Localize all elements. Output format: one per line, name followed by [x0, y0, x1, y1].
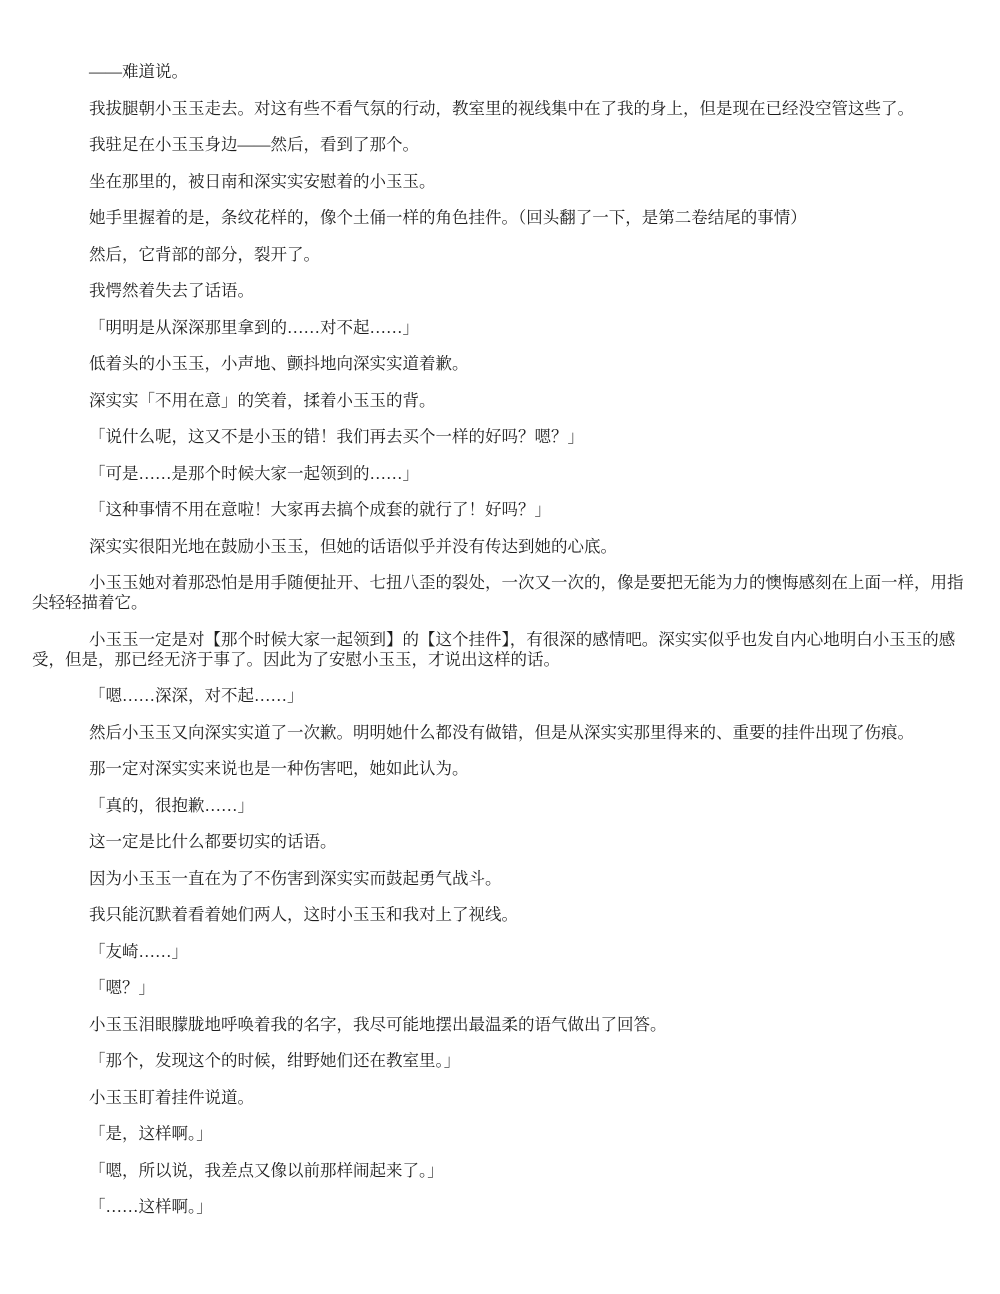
- paragraph: 这一定是比什么都要切实的话语。: [89, 832, 337, 851]
- paragraph: 低着头的小玉玉，小声地、颤抖地向深实实道着歉。: [89, 354, 469, 373]
- paragraph-dialogue: 「是，这样啊。」: [89, 1124, 213, 1143]
- paragraph: ——难道说。: [89, 62, 188, 81]
- paragraph: 深实实很阳光地在鼓励小玉玉，但她的话语似乎并没有传达到她的心底。: [89, 536, 617, 556]
- paragraph: 深实实「不用在意」的笑着，揉着小玉玉的背。: [89, 390, 436, 410]
- paragraph-dialogue: 「这种事情不用在意啦！大家再去搞个成套的就行了！好吗？」: [89, 500, 551, 519]
- paragraph-dialogue: 「……这样啊。」: [89, 1197, 213, 1216]
- paragraph-dialogue: 「可是……是那个时候大家一起领到的……」: [89, 463, 419, 483]
- paragraph: 小玉玉泪眼朦胧地呼唤着我的名字，我尽可能地摆出最温柔的语气做出了回答。: [89, 1014, 667, 1034]
- paragraph-dialogue: 「说什么呢，这又不是小玉的错！我们再去买个一样的好吗？嗯？」: [89, 427, 584, 446]
- paragraph: 然后，它背部的部分，裂开了。: [89, 244, 320, 264]
- paragraph: 因为小玉玉一直在为了不伤害到深实实而鼓起勇气战斗。: [89, 868, 502, 888]
- paragraph: 小玉玉盯着挂件说道。: [89, 1087, 254, 1107]
- paragraph: 我只能沉默着看着她们两人，这时小玉玉和我对上了视线。: [89, 905, 518, 924]
- paragraph: 那一定对深实实来说也是一种伤害吧，她如此认为。: [89, 759, 469, 778]
- paragraph-dialogue: 「友崎……」: [89, 941, 188, 961]
- paragraph: 然后小玉玉又向深实实道了一次歉。明明她什么都没有做错，但是从深实实那里得来的、重要的挂件出现了伤痕。: [89, 722, 914, 742]
- paragraph: 她手里握着的是，条纹花样的，像个土俑一样的角色挂件。（回头翻了一下，是第二卷结尾的事情）: [89, 208, 807, 227]
- paragraph: 我驻足在小玉玉身边——然后，看到了那个。: [89, 135, 419, 154]
- paragraph-dialogue: 「明明是从深深那里拿到的……对不起……」: [89, 317, 419, 337]
- paragraph: 小玉玉她对着那恐怕是用手随便扯开、七扭八歪的裂处，一次又一次的，像是要把无能为力的懊悔感刻在上面一样，用指尖轻轻描着它。: [32, 573, 964, 612]
- paragraph-dialogue: 「嗯……深深，对不起……」: [89, 686, 304, 705]
- paragraph: 小玉玉一定是对【那个时候大家一起领到】的【这个挂件】，有很深的感情吧。深实实似乎也发自内心地明白小玉玉的感受，但是，那已经无济于事了。因此为了安慰小玉玉，才说出这样的话。: [32, 629, 956, 669]
- paragraph-dialogue: 「那个，发现这个的时候，绀野她们还在教室里。」: [89, 1051, 461, 1070]
- paragraph: 我拔腿朝小玉玉走去。对这有些不看气氛的行动，教室里的视线集中在了我的身上，但是现在已经没空管这些了。: [89, 98, 914, 118]
- paragraph-dialogue: 「真的，很抱歉……」: [89, 795, 254, 815]
- paragraph-dialogue: 「嗯，所以说，我差点又像以前那样闹起来了。」: [89, 1160, 444, 1180]
- paragraph-dialogue: 「嗯？」: [89, 978, 155, 997]
- paragraph: 坐在那里的，被日南和深实实安慰着的小玉玉。: [89, 171, 436, 191]
- paragraph: 我愕然着失去了话语。: [89, 281, 254, 300]
